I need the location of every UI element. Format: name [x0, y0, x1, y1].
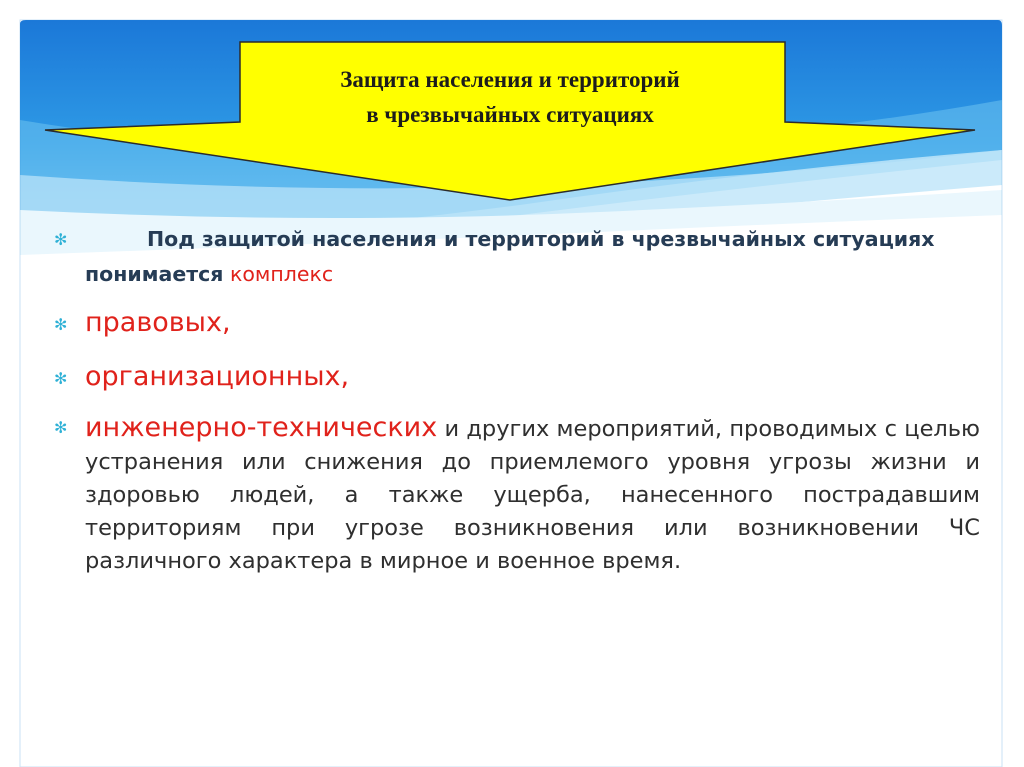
asterisk-bullet-icon: ✻ [54, 369, 68, 388]
title-line-2: в чрезвычайных ситуациях [366, 102, 654, 127]
definition-text: Под защитой населения и территорий в чрезвычайных ситуациях понимается [85, 227, 935, 286]
bullet-definition [50, 222, 980, 292]
legal-measures-text: правовых, [85, 307, 231, 338]
bullet-legal [50, 303, 980, 343]
engineering-description-text: и других мероприятий, проводимых с целью устранения или снижения до приемлемого уровня угрозы жизни и здоровью людей, а также ущерба, нанесенного пострадавшим территориям при угрозе возникновения или возникновении ЧС различного характера в мирное и военное время. [85, 416, 980, 574]
title-line-1: Защита населения и территорий [340, 67, 680, 92]
engineering-measures-text: инженерно-технических [85, 412, 438, 443]
asterisk-bullet-icon: ✻ [54, 230, 68, 249]
slide-title [240, 62, 780, 132]
asterisk-bullet-icon: ✻ [54, 418, 68, 437]
asterisk-bullet-icon: ✻ [54, 315, 68, 334]
organizational-measures-text: организационных, [85, 361, 350, 392]
bullet-engineering [50, 411, 980, 578]
content-body [50, 222, 980, 578]
definition-keyword: комплекс [223, 262, 334, 286]
bullet-organizational [50, 357, 980, 397]
